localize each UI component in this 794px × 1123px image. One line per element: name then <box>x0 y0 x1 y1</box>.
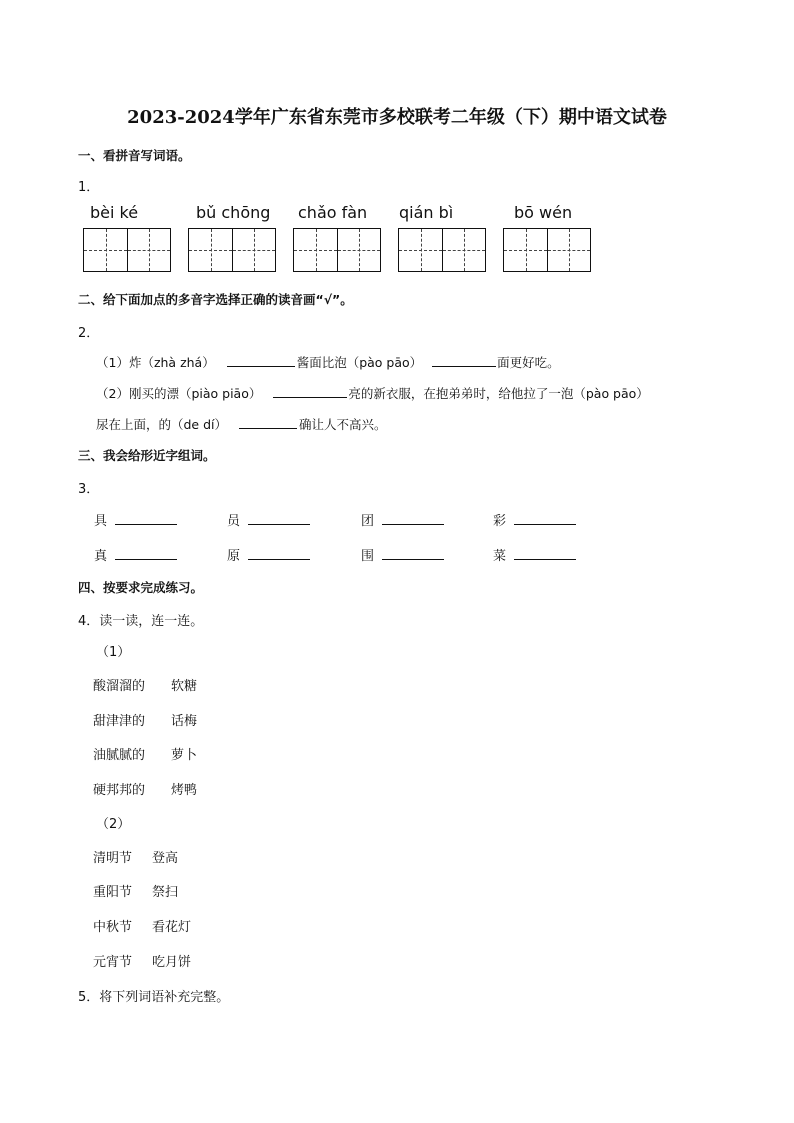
word-blank[interactable] <box>248 524 310 525</box>
match-right-item[interactable]: 话梅 <box>171 714 198 729</box>
answer-blank-4[interactable] <box>239 428 297 429</box>
q2-line1-part-c: 面更好吃。 <box>497 355 560 370</box>
match-right-item[interactable]: 软糖 <box>171 679 198 694</box>
match-left-item[interactable]: 硬邦邦的 <box>93 783 146 798</box>
part-1-label: （1） <box>96 645 131 660</box>
char-pair-7 <box>361 545 444 564</box>
char-label: 原 <box>227 549 241 564</box>
page-title: 2023-2024学年广东省东莞市多校联考二年级（下）期中语文试卷 <box>127 107 667 128</box>
section-3-heading: 三、我会给形近字组词。 <box>78 448 216 463</box>
question-2-number: 2． <box>78 326 100 341</box>
char-pair-5 <box>94 545 177 564</box>
match-left-item[interactable]: 中秋节 <box>93 920 133 935</box>
writing-grid-4[interactable] <box>398 228 486 272</box>
match-right-item[interactable]: 祭扫 <box>152 885 179 900</box>
question-5-text: 5．将下列词语补充完整。 <box>78 990 230 1005</box>
answer-blank-1[interactable] <box>227 366 295 367</box>
char-pair-8 <box>493 545 576 564</box>
q2-line2-part-a: （2）刚买的漂（piào piāo） <box>96 386 262 401</box>
pinyin-1: bèi ké <box>90 203 139 222</box>
char-label: 员 <box>227 514 241 529</box>
q2-line-3 <box>96 415 387 433</box>
char-pair-3 <box>361 510 444 529</box>
part-2-label: （2） <box>96 817 131 832</box>
section-1-heading: 一、看拼音写词语。 <box>78 148 191 163</box>
pinyin-2: bǔ chōng <box>196 203 271 222</box>
q2-line1-part-b: 酱面比泡（pào pāo） <box>296 355 423 370</box>
q2-line2-part-b: 亮的新衣服，在抱弟弟时，给他拉了一泡（pào pāo） <box>348 386 649 401</box>
char-label: 团 <box>361 514 375 529</box>
pinyin-5: bō wén <box>514 203 573 222</box>
section-4-heading: 四、按要求完成练习。 <box>78 580 204 595</box>
writing-grid-1[interactable] <box>83 228 171 272</box>
match-left-item[interactable]: 油腻腻的 <box>93 748 146 763</box>
question-4-number: 4．读一读，连一连。 <box>78 614 204 629</box>
q2-line3-part-a: 尿在上面，的（de dí） <box>96 417 228 432</box>
match-right-item[interactable]: 烤鸭 <box>171 783 198 798</box>
pinyin-4: qián bì <box>399 203 454 222</box>
match-right-item[interactable]: 吃月饼 <box>152 955 192 970</box>
word-blank[interactable] <box>382 524 444 525</box>
char-pair-1 <box>94 510 177 529</box>
word-blank[interactable] <box>514 524 576 525</box>
writing-grid-3[interactable] <box>293 228 381 272</box>
q2-line3-part-b: 确让人不高兴。 <box>299 417 387 432</box>
char-label: 真 <box>94 549 108 564</box>
char-label: 围 <box>361 549 375 564</box>
match-left-item[interactable]: 酸溜溜的 <box>93 679 146 694</box>
word-blank[interactable] <box>248 559 310 560</box>
q2-line-1 <box>96 353 560 371</box>
match-right-item[interactable]: 登高 <box>152 851 179 866</box>
section-2-heading: 二、给下面加点的多音字选择正确的读音画“√”。 <box>78 292 353 307</box>
match-left-item[interactable]: 甜津津的 <box>93 714 146 729</box>
match-left-item[interactable]: 重阳节 <box>93 885 133 900</box>
q2-line-2 <box>96 384 649 402</box>
match-left-item[interactable]: 清明节 <box>93 851 133 866</box>
match-right-item[interactable]: 萝卜 <box>171 748 198 763</box>
question-1-number: 1． <box>78 180 100 195</box>
match-right-item[interactable]: 看花灯 <box>152 920 192 935</box>
writing-grid-5[interactable] <box>503 228 591 272</box>
char-pair-4 <box>493 510 576 529</box>
word-blank[interactable] <box>382 559 444 560</box>
pinyin-3: chǎo fàn <box>298 203 368 222</box>
char-label: 彩 <box>493 514 507 529</box>
char-label: 具 <box>94 514 108 529</box>
word-blank[interactable] <box>115 524 177 525</box>
question-3-number: 3． <box>78 482 100 497</box>
word-blank[interactable] <box>115 559 177 560</box>
q2-line1-part-a: （1）炸（zhà zhá） <box>96 355 215 370</box>
word-blank[interactable] <box>514 559 576 560</box>
match-left-item[interactable]: 元宵节 <box>93 955 133 970</box>
answer-blank-3[interactable] <box>273 397 347 398</box>
answer-blank-2[interactable] <box>432 366 496 367</box>
char-pair-2 <box>227 510 310 529</box>
writing-grid-2[interactable] <box>188 228 276 272</box>
char-pair-6 <box>227 545 310 564</box>
char-label: 菜 <box>493 549 507 564</box>
